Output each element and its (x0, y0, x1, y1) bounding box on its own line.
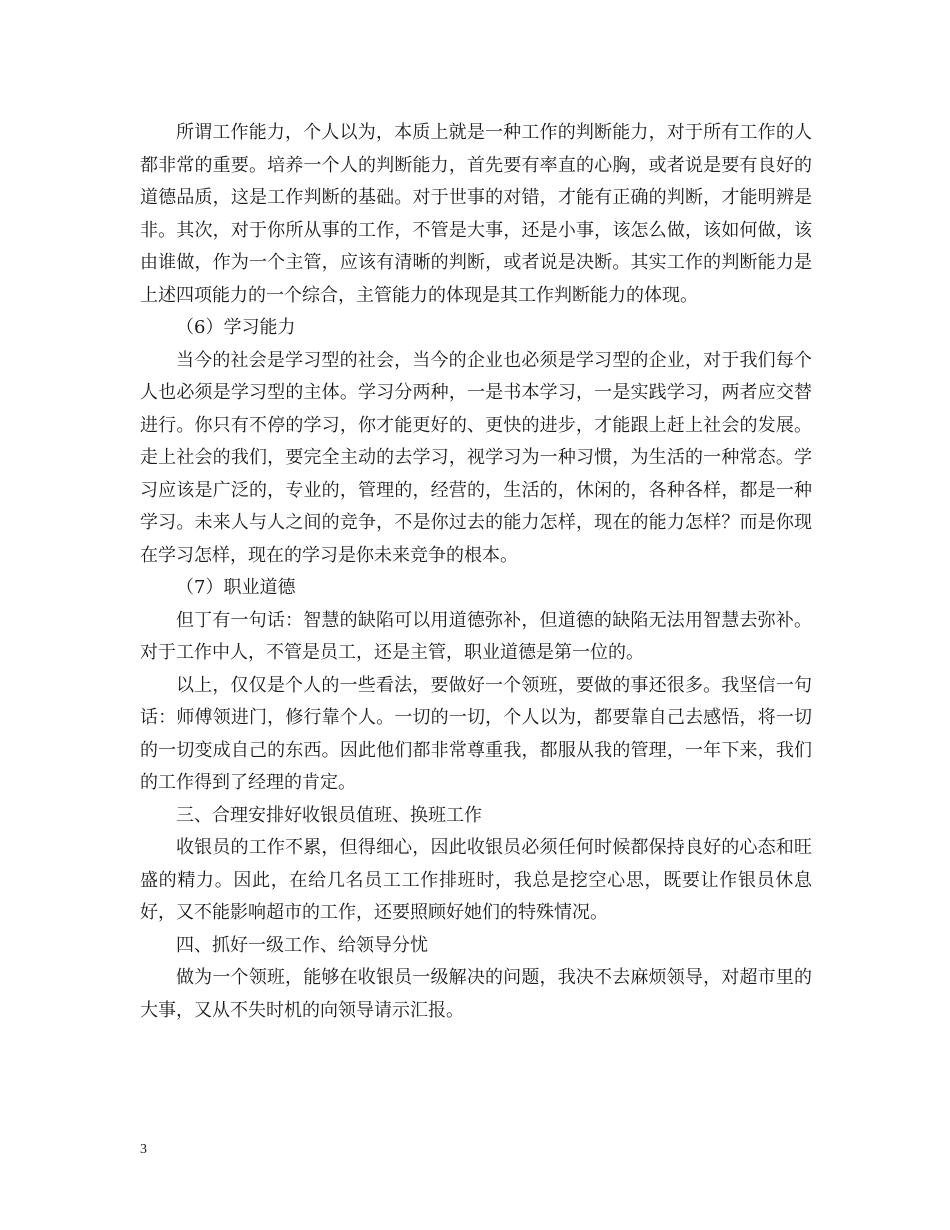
document-body (140, 117, 812, 1027)
paragraph-work-ability: 所谓工作能力，个人以为，本质上就是一种工作的判断能力，对于所有工作的人都非常的重要。培养一个人的判断能力，首先要有率直的心胸，或者说是要有良好的道德品质，这是工作判断的基础。对于世事的对错，才能有正确的判断，才能明辨是非。其次，对于你所从事的工作，不管是大事，还是小事，该怎么做，该如何做，该由谁做，作为一个主管，应该有清晰的判断，或者说是决断。其实工作的判断能力是上述四项能力的一个综合，主管能力的体现是其工作判断能力的体现。 (140, 122, 812, 306)
heading-professional-ethics: （7）职业道德 (176, 577, 296, 598)
heading-learning-ability: （6）学习能力 (176, 317, 296, 338)
heading-shift-arrangement: 三、合理安排好收银员值班、换班工作 (176, 804, 482, 826)
page-number: 3 (140, 1142, 147, 1157)
heading-first-level-work: 四、抓好一级工作、给领导分忧 (176, 934, 428, 956)
paragraph-summary: 以上，仅仅是个人的一些看法，要做好一个领班，要做的事还很多。我坚信一句话：师傅领进门，修行靠个人。一切的一切，个人以为，都要靠自己去感悟，将一切的一切变成自己的东西。因此他们都非常尊重我，都服从我的管理，一年下来，我们的工作得到了经理的肯定。 (140, 674, 812, 793)
paragraph-first-level-work: 做为一个领班，能够在收银员一级解决的问题，我决不去麻烦领导，对超市里的大事，又从不失时机的向领导请示汇报。 (140, 967, 812, 1021)
paragraph-dante-quote: 但丁有一句话：智慧的缺陷可以用道德弥补，但道德的缺陷无法用智慧去弥补。对于工作中人，不管是员工，还是主管，职业道德是第一位的。 (140, 609, 812, 663)
paragraph-learning-ability: 当今的社会是学习型的社会，当今的企业也必须是学习型的企业，对于我们每个人也必须是学习型的主体。学习分两种，一是书本学习，一是实践学习，两者应交替进行。你只有不停的学习，你才能更好的、更快的进步，才能跟上赶上社会的发展。走上社会的我们，要完全主动的去学习，视学习为一种习惯，为生活的一种常态。学习应该是广泛的，专业的，管理的，经营的，生活的，休闲的，各种各样，都是一种学习。未来人与人之间的竞争，不是你过去的能力怎样，现在的能力怎样？而是你现在学习怎样，现在的学习是你未来竞争的根本。 (140, 349, 812, 566)
paragraph-shift-arrangement: 收银员的工作不累，但得细心，因此收银员必须任何时候都保持良好的心态和旺盛的精力。因此，在给几名员工工作排班时，我总是挖空心思，既要让作银员休息好，又不能影响超市的工作，还要照顾好她们的特殊情况。 (140, 837, 812, 923)
